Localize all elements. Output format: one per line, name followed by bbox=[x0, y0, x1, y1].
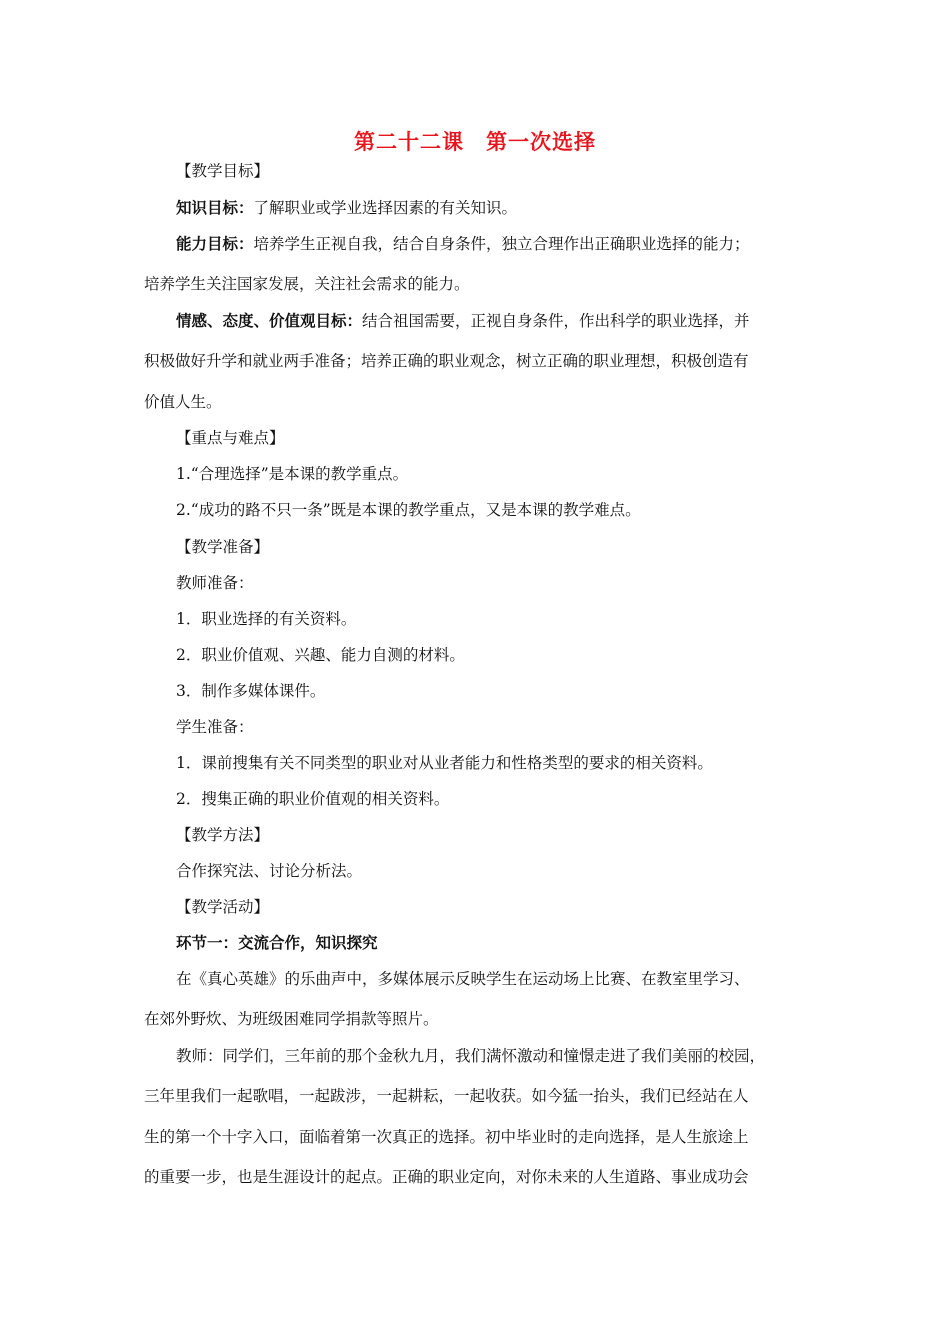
emotion-text-2: 积极做好升学和就业两手准备；培养正确的职业观念，树立正确的职业理想，积极创造有 bbox=[144, 352, 749, 370]
intro-text-1: 在《真心英雄》的乐曲声中，多媒体展示反映学生在运动场上比赛、在教室里学习、 bbox=[176, 970, 750, 988]
student-prep-2: 2．搜集正确的职业价值观的相关资料。 bbox=[176, 790, 450, 808]
teacher-talk-1: 教师：同学们，三年前的那个金秋九月，我们满怀激动和憧憬走进了我们美丽的校园， bbox=[176, 1047, 766, 1065]
section-1-heading: 环节一：交流合作，知识探究 bbox=[176, 933, 378, 952]
intro-text-2: 在郊外野炊、为班级困难同学捐款等照片。 bbox=[144, 1010, 439, 1028]
activity-heading: 【教学活动】 bbox=[176, 898, 270, 916]
ability-text-1: 培养学生正视自我，结合自身条件，独立合理作出正确职业选择的能力； bbox=[253, 235, 750, 253]
teacher-prep-1: 1．职业选择的有关资料。 bbox=[176, 610, 357, 628]
emotion-objective bbox=[176, 311, 750, 331]
emotion-label: 情感、态度、价值观目标： bbox=[176, 311, 363, 330]
emotion-text-3: 价值人生。 bbox=[144, 393, 222, 411]
key-point-1: 1.“合理选择”是本课的教学重点。 bbox=[176, 465, 409, 483]
lesson-title: 第二十二课 第一次选择 bbox=[354, 129, 596, 154]
method-heading: 【教学方法】 bbox=[176, 826, 270, 844]
preparation-heading: 【教学准备】 bbox=[176, 538, 270, 556]
method-text: 合作探究法、讨论分析法。 bbox=[176, 862, 363, 880]
knowledge-text: 了解职业或学业选择因素的有关知识。 bbox=[253, 199, 518, 217]
teacher-prep-label: 教师准备： bbox=[176, 574, 254, 592]
ability-objective bbox=[176, 234, 750, 254]
teacher-prep-3: 3．制作多媒体课件。 bbox=[176, 682, 326, 700]
emotion-text-1: 结合祖国需要，正视自身条件，作出科学的职业选择，并 bbox=[362, 312, 750, 330]
key-points-heading: 【重点与难点】 bbox=[176, 429, 285, 447]
student-prep-1: 1．课前搜集有关不同类型的职业对从业者能力和性格类型的要求的相关资料。 bbox=[176, 754, 713, 772]
knowledge-objective bbox=[176, 198, 517, 218]
knowledge-label: 知识目标： bbox=[176, 198, 254, 217]
teacher-talk-2: 三年里我们一起歌唱，一起跋涉，一起耕耘，一起收获。如今猛一抬头，我们已经站在人 bbox=[144, 1087, 749, 1105]
teacher-talk-3: 生的第一个十字入口，面临着第一次真正的选择。初中毕业时的走向选择，是人生旅途上 bbox=[144, 1128, 749, 1146]
ability-label: 能力目标： bbox=[176, 234, 254, 253]
key-point-2: 2.“成功的路不只一条”既是本课的教学重点，又是本课的教学难点。 bbox=[176, 501, 641, 519]
student-prep-label: 学生准备： bbox=[176, 718, 254, 736]
ability-text-2: 培养学生关注国家发展，关注社会需求的能力。 bbox=[144, 275, 470, 293]
objectives-heading: 【教学目标】 bbox=[176, 162, 270, 180]
teacher-talk-4: 的重要一步，也是生涯设计的起点。正确的职业定向，对你未来的人生道路、事业成功会 bbox=[144, 1168, 749, 1186]
teacher-prep-2: 2．职业价值观、兴趣、能力自测的材料。 bbox=[176, 646, 465, 664]
